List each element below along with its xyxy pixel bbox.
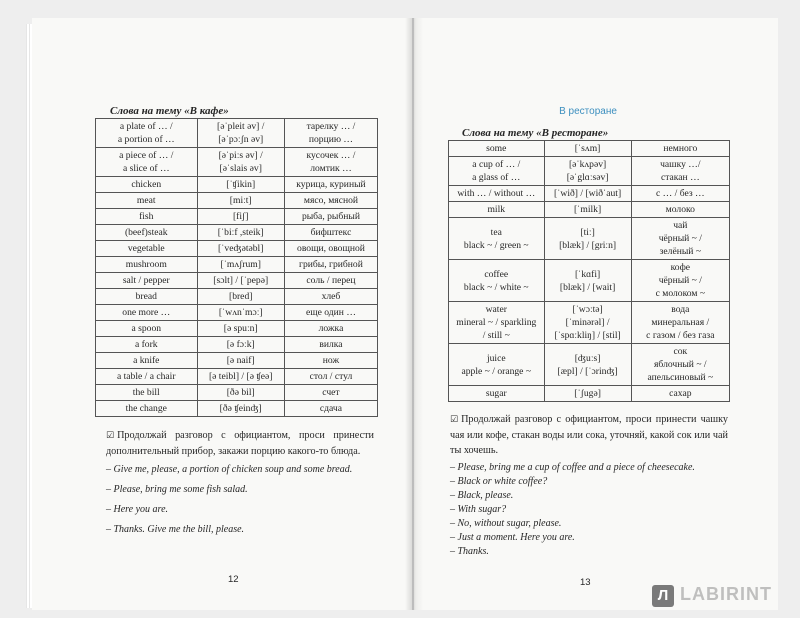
english-word-cell: mushroom	[96, 257, 198, 273]
dialog-line: – Thanks.	[450, 546, 489, 557]
english-word-cell: a fork	[96, 337, 198, 353]
transcription-cell: [əˈpleit əv] / [əˈpɔːʃn əv]	[197, 119, 284, 148]
english-word-cell: with … / without …	[449, 186, 545, 202]
english-word-cell: one more …	[96, 305, 198, 321]
russian-translation-cell: мясо, мясной	[284, 193, 377, 209]
right-page-number: 13	[580, 577, 591, 588]
english-word-cell: a spoon	[96, 321, 198, 337]
left-task-paragraph	[106, 428, 374, 459]
transcription-cell: [əˈkʌpəv] [əˈglɑːsəv]	[544, 157, 631, 186]
table-row	[96, 305, 378, 321]
russian-translation-cell: счет	[284, 385, 377, 401]
dialog-line: – Please, bring me some fish salad.	[106, 484, 248, 495]
table-row	[96, 321, 378, 337]
transcription-cell: [miːt]	[197, 193, 284, 209]
transcription-cell: [ðə ʧeinʤ]	[197, 401, 284, 417]
russian-translation-cell: сахар	[631, 386, 729, 402]
russian-translation-cell: кофе чёрный ~ / с молоком ~	[631, 260, 729, 302]
table-row	[96, 225, 378, 241]
russian-translation-cell: еще один …	[284, 305, 377, 321]
dialog-line: – With sugar?	[450, 504, 507, 515]
table-row	[449, 344, 730, 386]
transcription-cell: [ˈʃugə]	[544, 386, 631, 402]
book-spine	[405, 18, 423, 610]
english-word-cell: juice apple ~ / orange ~	[449, 344, 545, 386]
dialog-line: – Black or white coffee?	[450, 476, 548, 487]
table-row	[449, 202, 730, 218]
table-row	[96, 369, 378, 385]
english-word-cell: salt / pepper	[96, 273, 198, 289]
english-word-cell: some	[449, 141, 545, 157]
watermark-text: LABIRINT	[680, 584, 772, 604]
russian-translation-cell: тарелку … / порцию …	[284, 119, 377, 148]
transcription-cell: [ˈmilk]	[544, 202, 631, 218]
left-dialog	[106, 463, 374, 543]
right-task-text: Продолжай разговор с официантом, проси принести чашку чая или кофе, стакан воды или сока, уточняй, какой сок или чай ты хочешь.	[450, 414, 728, 456]
dialog-line: – Black, please.	[450, 490, 514, 501]
table-row	[96, 257, 378, 273]
right-dialog	[450, 461, 728, 559]
transcription-cell: [ˈkɑfi] [blæk] / [wait]	[544, 260, 631, 302]
english-word-cell: chicken	[96, 177, 198, 193]
english-word-cell: water mineral ~ / sparkling / still ~	[449, 302, 545, 344]
transcription-cell: [sɔlt] / [ˈpepə]	[197, 273, 284, 289]
transcription-cell: [ˈʧikin]	[197, 177, 284, 193]
russian-translation-cell: бифштекс	[284, 225, 377, 241]
transcription-cell: [ə fɔːk]	[197, 337, 284, 353]
english-word-cell: the bill	[96, 385, 198, 401]
russian-translation-cell: сдача	[284, 401, 377, 417]
table-row	[449, 141, 730, 157]
russian-translation-cell: соль / перец	[284, 273, 377, 289]
left-heading: Слова на тему «В кафе»	[110, 105, 229, 117]
table-row	[96, 241, 378, 257]
transcription-cell: [ˈwið] / [wiðˈaut]	[544, 186, 631, 202]
english-word-cell: vegetable	[96, 241, 198, 257]
dialog-line: – Thanks. Give me the bill, please.	[106, 524, 245, 535]
transcription-cell: [ə teibl] / [ə ʧeə]	[197, 369, 284, 385]
table-row	[449, 218, 730, 260]
table-row	[96, 353, 378, 369]
transcription-cell: [ˈsʌm]	[544, 141, 631, 157]
russian-translation-cell: кусочек … / ломтик …	[284, 148, 377, 177]
transcription-cell: [ə naif]	[197, 353, 284, 369]
russian-translation-cell: молоко	[631, 202, 729, 218]
table-row	[96, 148, 378, 177]
table-row	[449, 386, 730, 402]
russian-translation-cell: нож	[284, 353, 377, 369]
russian-translation-cell: грибы, грибной	[284, 257, 377, 273]
english-word-cell: a cup of … / a glass of …	[449, 157, 545, 186]
english-word-cell: sugar	[449, 386, 545, 402]
english-word-cell: a piece of … / a slice of …	[96, 148, 198, 177]
russian-translation-cell: курица, куриный	[284, 177, 377, 193]
english-word-cell: bread	[96, 289, 198, 305]
table-row	[96, 337, 378, 353]
russian-translation-cell: немного	[631, 141, 729, 157]
table-row	[96, 209, 378, 225]
russian-translation-cell: овощи, овощной	[284, 241, 377, 257]
english-word-cell: a table / a chair	[96, 369, 198, 385]
english-word-cell: coffee black ~ / white ~	[449, 260, 545, 302]
russian-translation-cell: хлеб	[284, 289, 377, 305]
table-row	[96, 193, 378, 209]
transcription-cell: [bred]	[197, 289, 284, 305]
dialog-line: – Give me, please, a portion of chicken soup and some bread.	[106, 464, 353, 475]
table-row	[449, 260, 730, 302]
left-task-text: Продолжай разговор с официантом, проси принести дополнительный прибор, закажи порцию какого-то блюда.	[106, 430, 374, 457]
russian-translation-cell: с … / без …	[631, 186, 729, 202]
table-row	[96, 177, 378, 193]
transcription-cell: [ˈbiːf ,steik]	[197, 225, 284, 241]
transcription-cell: [ðə bil]	[197, 385, 284, 401]
restaurant-vocabulary-table	[448, 140, 730, 402]
english-word-cell: a plate of … / a portion of …	[96, 119, 198, 148]
transcription-cell: [ˈwɔːtə] [ˈminərəl] / [ˈspɑːkliŋ] / [stil]	[544, 302, 631, 344]
transcription-cell: [ˈwʌnˈmɔː]	[197, 305, 284, 321]
table-row	[96, 289, 378, 305]
dialog-line: – Just a moment. Here you are.	[450, 532, 575, 543]
section-title: В ресторане	[559, 106, 617, 117]
table-row	[96, 273, 378, 289]
table-row	[449, 186, 730, 202]
russian-translation-cell: стол / стул	[284, 369, 377, 385]
russian-translation-cell: вода минеральная / с газом / без газа	[631, 302, 729, 344]
english-word-cell: a knife	[96, 353, 198, 369]
transcription-cell: [fiʃ]	[197, 209, 284, 225]
transcription-cell: [ˈmʌʃrum]	[197, 257, 284, 273]
english-word-cell: the change	[96, 401, 198, 417]
table-row	[449, 302, 730, 344]
russian-translation-cell: вилка	[284, 337, 377, 353]
russian-translation-cell: сок яблочный ~ / апельсиновый ~	[631, 344, 729, 386]
table-row	[449, 157, 730, 186]
right-heading: Слова на тему «В ресторане»	[462, 127, 609, 139]
labirint-logo-icon: Л	[652, 585, 674, 607]
table-row	[96, 385, 378, 401]
russian-translation-cell: рыба, рыбный	[284, 209, 377, 225]
table-row	[96, 119, 378, 148]
english-word-cell: (beef)steak	[96, 225, 198, 241]
russian-translation-cell: чашку …/ стакан …	[631, 157, 729, 186]
dialog-line: – Here you are.	[106, 504, 169, 515]
transcription-cell: [ə spuːn]	[197, 321, 284, 337]
cafe-vocabulary-table	[95, 118, 378, 417]
dialog-line: – No, without sugar, please.	[450, 518, 562, 529]
checkbox-check-icon: ☑	[106, 431, 115, 441]
transcription-cell: [əˈpiːs əv] / [əˈslais əv]	[197, 148, 284, 177]
right-task-paragraph	[450, 412, 728, 458]
russian-translation-cell: ложка	[284, 321, 377, 337]
russian-translation-cell: чай чёрный ~ / зелёный ~	[631, 218, 729, 260]
dialog-line: – Please, bring me a cup of coffee and a piece of cheesecake.	[450, 462, 695, 473]
transcription-cell: [ˈveʤətəbl]	[197, 241, 284, 257]
table-row	[96, 401, 378, 417]
transcription-cell: [ʤuːs] [æpl] / [ˈɔrinʤ]	[544, 344, 631, 386]
transcription-cell: [tiː] [blæk] / [griːn]	[544, 218, 631, 260]
english-word-cell: tea black ~ / green ~	[449, 218, 545, 260]
checkbox-check-icon: ☑	[450, 415, 459, 425]
english-word-cell: meat	[96, 193, 198, 209]
left-page-number: 12	[228, 574, 239, 585]
english-word-cell: fish	[96, 209, 198, 225]
english-word-cell: milk	[449, 202, 545, 218]
